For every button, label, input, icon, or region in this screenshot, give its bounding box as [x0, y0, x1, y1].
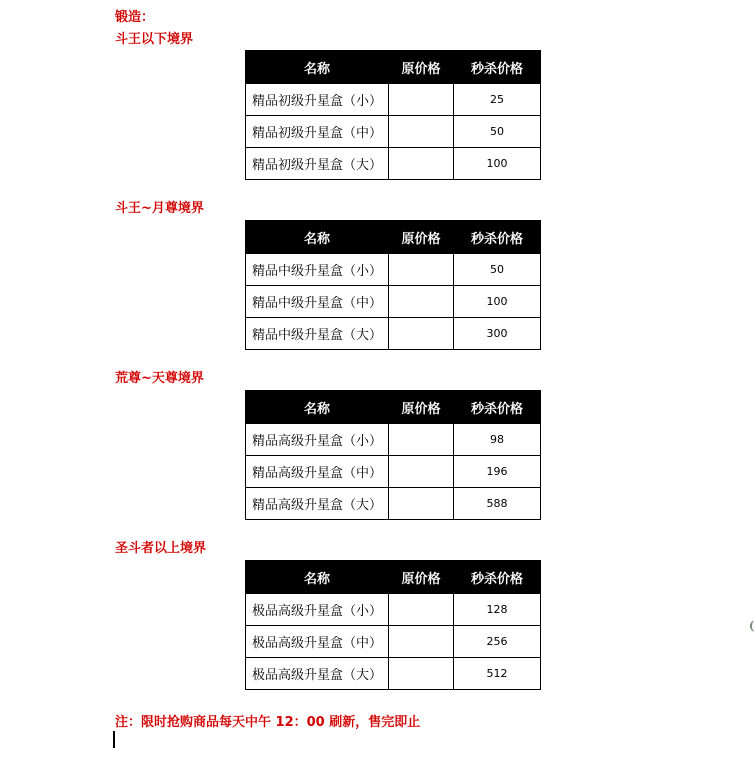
item-name-cell: 精品高级升星盒（小）	[246, 424, 389, 456]
table-row	[246, 254, 541, 286]
item-name-cell: 精品高级升星盒（中）	[246, 456, 389, 488]
item-name-cell: 精品初级升星盒（大）	[246, 148, 389, 180]
table-row	[246, 286, 541, 318]
original-price-cell	[389, 318, 454, 350]
original-price-cell	[389, 594, 454, 626]
column-header-name: 名称	[246, 391, 389, 424]
flash-price-cell: 256	[454, 626, 541, 658]
flash-price-cell: 196	[454, 456, 541, 488]
table-header-row	[246, 51, 541, 84]
section-heading: 荒尊~天尊境界	[115, 371, 204, 386]
doc-title: 锻造：	[115, 10, 155, 25]
original-price-cell	[389, 424, 454, 456]
table-row	[246, 626, 541, 658]
flash-price-cell: 25	[454, 84, 541, 116]
table-header-row	[246, 391, 541, 424]
footer-note: 注：限时抢购商品每天中午 12：00 刷新，售完即止	[115, 715, 421, 730]
column-header-original-price: 原价格	[389, 561, 454, 594]
price-table	[245, 390, 541, 520]
price-table	[245, 560, 541, 690]
column-header-name: 名称	[246, 221, 389, 254]
flash-price-cell: 588	[454, 488, 541, 520]
flash-price-cell: 100	[454, 286, 541, 318]
original-price-cell	[389, 286, 454, 318]
column-header-flash-price: 秒杀价格	[454, 561, 541, 594]
section-heading: 圣斗者以上境界	[115, 541, 207, 556]
section-heading: 斗王以下境界	[115, 32, 194, 47]
item-name-cell: 精品初级升星盒（小）	[246, 84, 389, 116]
column-header-name: 名称	[246, 561, 389, 594]
column-header-original-price: 原价格	[389, 51, 454, 84]
item-name-cell: 精品中级升星盒（小）	[246, 254, 389, 286]
section-heading: 斗王~月尊境界	[115, 201, 204, 216]
column-header-flash-price: 秒杀价格	[454, 51, 541, 84]
column-header-original-price: 原价格	[389, 221, 454, 254]
scroll-edge-marker	[750, 620, 754, 632]
table-header-row	[246, 221, 541, 254]
original-price-cell	[389, 658, 454, 690]
text-cursor[interactable]	[113, 731, 115, 748]
original-price-cell	[389, 84, 454, 116]
flash-price-cell: 50	[454, 116, 541, 148]
table-row	[246, 116, 541, 148]
flash-price-cell: 100	[454, 148, 541, 180]
table-row	[246, 594, 541, 626]
flash-price-cell: 98	[454, 424, 541, 456]
table-row	[246, 456, 541, 488]
original-price-cell	[389, 148, 454, 180]
flash-price-cell: 300	[454, 318, 541, 350]
column-header-flash-price: 秒杀价格	[454, 221, 541, 254]
item-name-cell: 精品中级升星盒（中）	[246, 286, 389, 318]
table-row	[246, 488, 541, 520]
original-price-cell	[389, 456, 454, 488]
item-name-cell: 极品高级升星盒（中）	[246, 626, 389, 658]
table-row	[246, 84, 541, 116]
table-row	[246, 318, 541, 350]
column-header-original-price: 原价格	[389, 391, 454, 424]
flash-price-cell: 128	[454, 594, 541, 626]
item-name-cell: 精品中级升星盒（大）	[246, 318, 389, 350]
table-header-row	[246, 561, 541, 594]
table-row	[246, 148, 541, 180]
item-name-cell: 极品高级升星盒（大）	[246, 658, 389, 690]
price-table	[245, 220, 541, 350]
column-header-flash-price: 秒杀价格	[454, 391, 541, 424]
price-table	[245, 50, 541, 180]
table-row	[246, 424, 541, 456]
flash-price-cell: 50	[454, 254, 541, 286]
original-price-cell	[389, 626, 454, 658]
item-name-cell: 精品高级升星盒（大）	[246, 488, 389, 520]
item-name-cell: 精品初级升星盒（中）	[246, 116, 389, 148]
original-price-cell	[389, 116, 454, 148]
item-name-cell: 极品高级升星盒（小）	[246, 594, 389, 626]
original-price-cell	[389, 254, 454, 286]
table-row	[246, 658, 541, 690]
original-price-cell	[389, 488, 454, 520]
flash-price-cell: 512	[454, 658, 541, 690]
column-header-name: 名称	[246, 51, 389, 84]
